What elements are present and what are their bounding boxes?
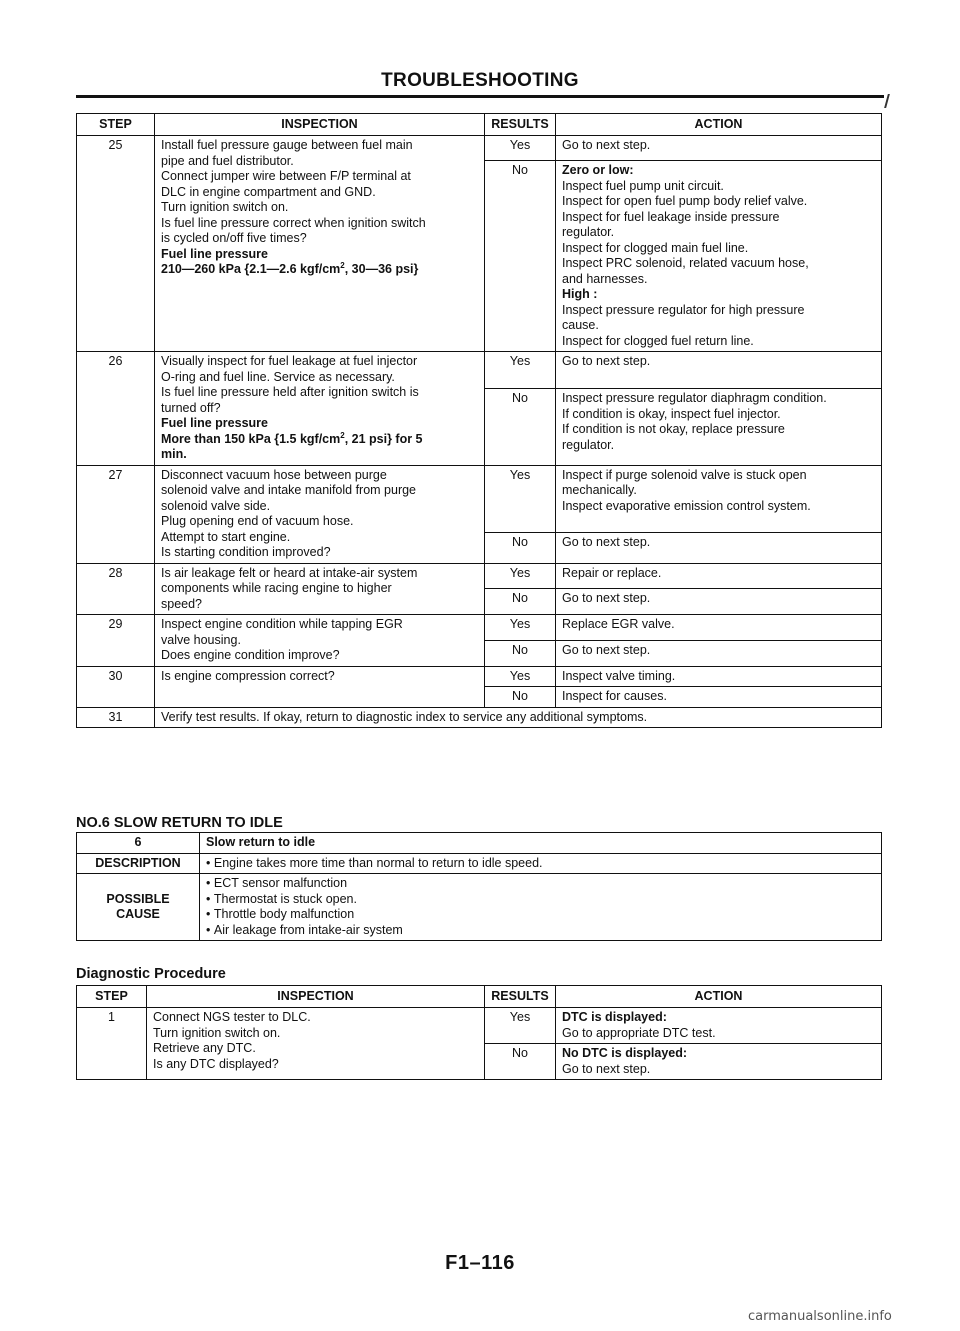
action-line: Inspect pressure regulator for high pressure <box>562 302 805 317</box>
cause-item: • ECT sensor malfunction <box>206 876 875 892</box>
header-action: ACTION <box>556 986 882 1008</box>
symptom-name: Slow return to idle <box>200 833 882 854</box>
step-31-text: Verify test results. If okay, return to diagnostic index to service any additional symptoms. <box>155 707 882 728</box>
step-inspection <box>155 563 485 615</box>
inspection-line: components while racing engine to higher <box>161 581 392 595</box>
action-line: regulator. <box>562 437 615 452</box>
result-no: No <box>485 161 556 352</box>
header-inspection: INSPECTION <box>155 114 485 136</box>
action-line: Inspect if purge solenoid valve is stuck open <box>562 467 807 482</box>
step-inspection <box>155 465 485 563</box>
inspection-line: Does engine condition improve? <box>161 648 340 662</box>
result-yes: Yes <box>485 615 556 641</box>
step-inspection <box>147 1008 485 1080</box>
step-number: 31 <box>77 707 155 728</box>
inspection-line: Connect jumper wire between F/P terminal at <box>161 169 411 183</box>
step-number: 29 <box>77 615 155 667</box>
action-yes <box>556 1008 882 1044</box>
result-no: No <box>485 589 556 615</box>
symptom-number: 6 <box>77 833 200 854</box>
inspection-line: Is starting condition improved? <box>161 545 331 559</box>
spec-value-cont: min. <box>161 447 187 461</box>
action-heading: No DTC is displayed: <box>562 1046 688 1060</box>
action-line: Go to next step. <box>562 1061 651 1076</box>
action-line: Inspect for clogged main fuel line. <box>562 240 749 255</box>
inspection-line: Connect NGS tester to DLC. <box>153 1010 311 1024</box>
inspection-line: Retrieve any DTC. <box>153 1041 256 1055</box>
action-line: Inspect for fuel leakage inside pressure <box>562 209 780 224</box>
symptom-header-row <box>77 833 882 854</box>
result-no: No <box>485 389 556 466</box>
step-inspection <box>155 136 485 352</box>
step-31-row <box>77 707 882 728</box>
action-line: If condition is okay, inspect fuel injector. <box>562 406 781 421</box>
cause-item: • Thermostat is stuck open. <box>206 892 875 908</box>
inspection-line: valve housing. <box>161 632 241 647</box>
action-no <box>556 1044 882 1080</box>
action-line: If condition is not okay, replace pressure <box>562 422 785 436</box>
inspection-line: Is any DTC displayed? <box>153 1056 279 1071</box>
table-header-row <box>77 986 882 1008</box>
spec-value: 210—260 kPa {2.1—2.6 kgf/$cm^2$, 30—36 psi} <box>161 260 419 276</box>
inspection-line: speed? <box>161 596 203 611</box>
result-no: No <box>485 687 556 708</box>
inspection-line: Inspect engine condition while tapping EGR <box>161 617 403 631</box>
result-yes: Yes <box>485 666 556 687</box>
section-title: NO.6 SLOW RETURN TO IDLE <box>76 815 283 831</box>
step-number: 28 <box>77 563 155 615</box>
troubleshooting-table <box>76 113 882 728</box>
step-27-row <box>77 465 882 532</box>
action-no: Go to next step. <box>556 532 882 563</box>
action-line: Inspect fuel pump unit circuit. <box>562 178 724 193</box>
spec-label: Fuel line pressure <box>161 416 268 430</box>
result-yes: Yes <box>485 352 556 389</box>
result-no: No <box>485 1044 556 1080</box>
result-no: No <box>485 532 556 563</box>
step-28-row <box>77 563 882 589</box>
step-26-row <box>77 352 882 389</box>
action-line: Go to appropriate DTC test. <box>562 1025 716 1040</box>
table-header-row <box>77 114 882 136</box>
spec-label: Fuel line pressure <box>161 246 268 261</box>
step-number: 30 <box>77 666 155 707</box>
result-yes: Yes <box>485 1008 556 1044</box>
step-29-row <box>77 615 882 641</box>
inspection-line: turned off? <box>161 400 221 415</box>
diagnostic-table <box>76 985 882 1080</box>
action-no: Go to next step. <box>556 589 882 615</box>
header-action: ACTION <box>556 114 882 136</box>
inspection-line: pipe and fuel distributor. <box>161 153 294 168</box>
action-line: Inspect evaporative emission control system. <box>562 498 811 513</box>
inspection-line: Plug opening end of vacuum hose. <box>161 514 354 528</box>
action-no <box>556 389 882 466</box>
step-number: 26 <box>77 352 155 466</box>
header-inspection: INSPECTION <box>147 986 485 1008</box>
inspection-line: O-ring and fuel line. Service as necessary. <box>161 369 395 384</box>
inspection-line: Is fuel line pressure held after ignition switch is <box>161 385 419 399</box>
step-number: 27 <box>77 465 155 563</box>
watermark: carmanualsonline.info <box>748 1309 892 1324</box>
action-line: and harnesses. <box>562 271 648 286</box>
spec-value: More than 150 kPa {1.5 kgf/$cm^2$, 21 psi} for 5 <box>161 430 423 446</box>
symptom-table <box>76 832 882 941</box>
step-inspection <box>155 352 485 466</box>
action-yes: Go to next step. <box>556 352 882 389</box>
action-line: Inspect PRC solenoid, related vacuum hose, <box>562 256 809 270</box>
inspection-line: Is fuel line pressure correct when ignition switch <box>161 215 426 230</box>
inspection-line: Attempt to start engine. <box>161 529 291 544</box>
diagnostic-procedure-title: Diagnostic Procedure <box>76 966 226 982</box>
action-line: Inspect pressure regulator diaphragm condition. <box>562 391 827 405</box>
page-title: TROUBLESHOOTING <box>381 70 579 91</box>
inspection-line: Is air leakage felt or heard at intake-air system <box>161 565 418 580</box>
header-step: STEP <box>77 986 147 1008</box>
cause-item: • Air leakage from intake-air system <box>206 923 875 939</box>
action-line: cause. <box>562 318 599 332</box>
possible-cause-list <box>200 874 882 941</box>
action-line: Inspect for open fuel pump body relief valve. <box>562 194 808 208</box>
step-inspection <box>155 615 485 667</box>
page-number: F1–116 <box>445 1252 515 1274</box>
diag-step-1-row <box>77 1008 882 1044</box>
possible-cause-label: POSSIBLE CAUSE <box>77 874 200 941</box>
inspection-line: Turn ignition switch on. <box>161 200 289 214</box>
action-no: Inspect for causes. <box>556 687 882 708</box>
header-results: RESULTS <box>485 986 556 1008</box>
action-yes: Go to next step. <box>556 136 882 161</box>
step-30-row <box>77 666 882 687</box>
description-label: DESCRIPTION <box>77 853 200 874</box>
action-yes <box>556 465 882 532</box>
cause-item: • Throttle body malfunction <box>206 907 875 923</box>
action-heading-high: High : <box>562 287 598 301</box>
step-number: 25 <box>77 136 155 352</box>
action-no <box>556 161 882 352</box>
inspection-line: solenoid valve and intake manifold from purge <box>161 483 417 497</box>
action-no: Go to next step. <box>556 640 882 666</box>
action-line: Inspect for clogged fuel return line. <box>562 333 754 348</box>
inspection-line: Turn ignition switch on. <box>153 1025 281 1040</box>
result-yes: Yes <box>485 563 556 589</box>
inspection-line: Disconnect vacuum hose between purge <box>161 467 387 482</box>
inspection-line: is cycled on/off five times? <box>161 231 307 245</box>
description-text: • Engine takes more time than normal to return to idle speed. <box>200 853 882 874</box>
inspection-line: DLC in engine compartment and GND. <box>161 184 376 199</box>
step-number: 1 <box>77 1008 147 1080</box>
possible-cause-row <box>77 874 882 941</box>
action-line: mechanically. <box>562 483 637 497</box>
inspection-line: Visually inspect for fuel leakage at fuel injector <box>161 354 418 368</box>
title-rule <box>76 95 884 98</box>
step-inspection: Is engine compression correct? <box>155 666 485 707</box>
action-heading-zero-or-low: Zero or low: <box>562 163 634 177</box>
margin-mark <box>884 94 890 108</box>
header-step: STEP <box>77 114 155 136</box>
action-heading: DTC is displayed: <box>562 1010 667 1024</box>
action-yes: Repair or replace. <box>556 563 882 589</box>
result-yes: Yes <box>485 465 556 532</box>
step-25-row <box>77 136 882 161</box>
inspection-line: solenoid valve side. <box>161 498 271 513</box>
result-yes: Yes <box>485 136 556 161</box>
action-yes: Inspect valve timing. <box>556 666 882 687</box>
description-row <box>77 853 882 874</box>
result-no: No <box>485 640 556 666</box>
action-yes: Replace EGR valve. <box>556 615 882 641</box>
header-results: RESULTS <box>485 114 556 136</box>
action-line: regulator. <box>562 225 615 239</box>
inspection-line: Install fuel pressure gauge between fuel main <box>161 138 413 152</box>
